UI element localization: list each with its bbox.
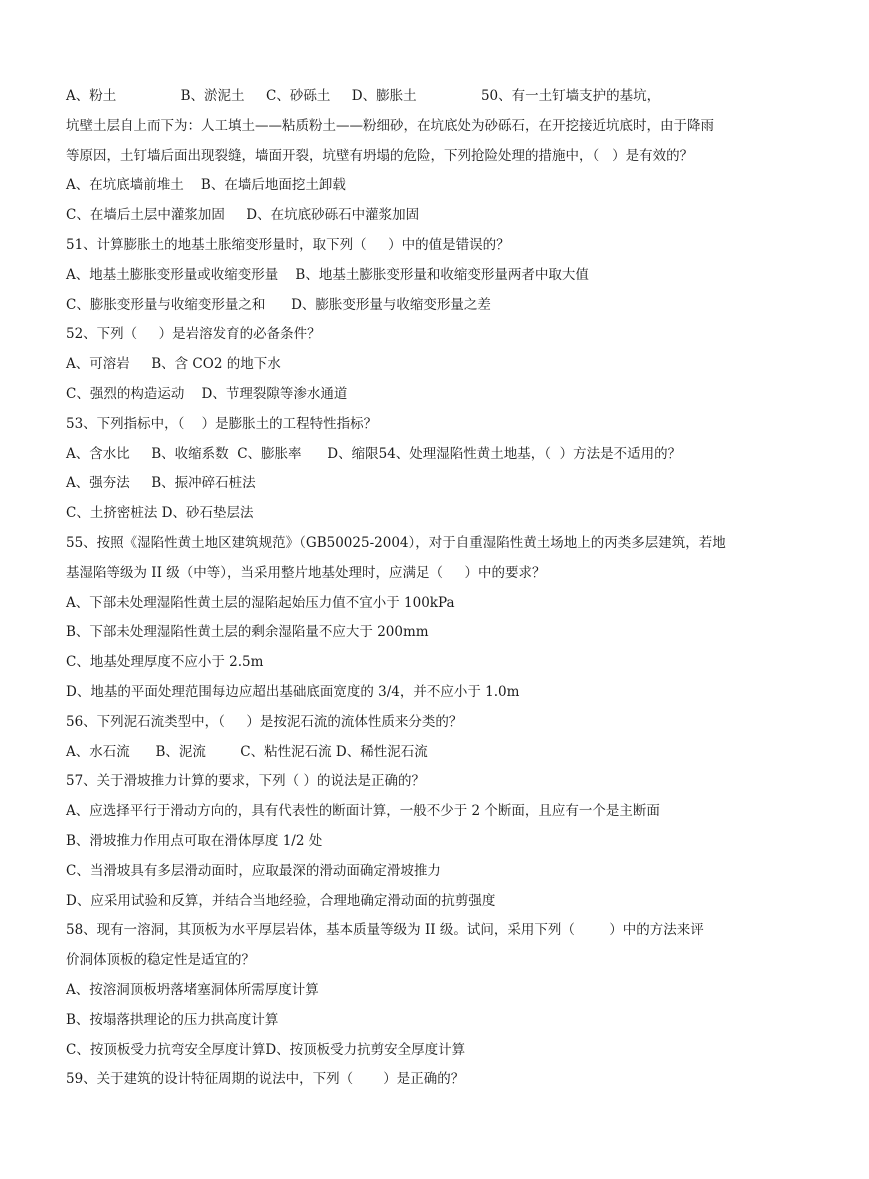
text-line: B、滑坡推力作用点可取在滑体厚度 1/2 处 bbox=[66, 832, 323, 849]
text-line: B、按塌落拱理论的压力拱高度计算 bbox=[66, 1011, 279, 1028]
text-line: A、含水比 B、收缩系数 C、膨胀率 D、缩限54、处理湿陷性黄土地基，（ ）方法是不适用的？ bbox=[66, 445, 682, 462]
text-line: A、可溶岩 B、含 CO2 的地下水 bbox=[66, 356, 281, 373]
text-line: A、粉土 B、淤泥土 C、砂砾土 D、膨胀土 50、有一土钉墙支护的基坑， bbox=[66, 88, 661, 104]
text-line: 51、计算膨胀土的地基土胀缩变形量时，取下列（ ）中的值是错误的？ bbox=[66, 236, 510, 253]
text-line: A、下部未处理湿陷性黄土层的湿陷起始压力值不宜小于 100kPa bbox=[66, 594, 455, 611]
text-line: B、下部未处理湿陷性黄土层的剩余湿陷量不应大于 200mm bbox=[66, 624, 429, 641]
text-line: 坑壁土层自上而下为：人工填土——粘质粉土——粉细砂，在坑底处为砂砾石，在开挖接近坑底时，由于降雨 bbox=[66, 117, 714, 134]
text-line: 价洞体顶板的稳定性是适宜的？ bbox=[66, 952, 255, 969]
text-line: 53、下列指标中，（ ）是膨胀土的工程特性指标？ bbox=[66, 415, 378, 432]
text-line: A、在坑底墙前堆土 B、在墙后地面挖土卸载 bbox=[66, 177, 346, 194]
text-line: C、在墙后土层中灌浆加固 D、在坑底砂砾石中灌浆加固 bbox=[66, 207, 420, 224]
text-line: C、膨胀变形量与收缩变形量之和 D、膨胀变形量与收缩变形量之差 bbox=[66, 296, 491, 313]
text-line: 基湿陷等级为 II 级（中等），当采用整片地基处理时，应满足（ ）中的要求？ bbox=[66, 564, 546, 581]
text-line: 57、关于滑坡推力计算的要求，下列（ ）的说法是正确的？ bbox=[66, 773, 425, 790]
text-line: C、土挤密桩法 D、砂石垫层法 bbox=[66, 505, 254, 522]
text-line: C、强烈的构造运动 D、节理裂隙等渗水通道 bbox=[66, 385, 348, 402]
text-line: C、当滑坡具有多层滑动面时，应取最深的滑动面确定滑坡推力 bbox=[66, 862, 441, 879]
text-line: A、应选择平行于滑动方向的，具有代表性的断面计算，一般不少于 2 个断面，且应有一个是主断面 bbox=[66, 803, 660, 820]
text-line: 55、按照《湿陷性黄土地区建筑规范》（GB50025-2004），对于自重湿陷性黄土场地上的丙类多层建筑，若地 bbox=[66, 534, 726, 551]
document-body bbox=[66, 82, 810, 1095]
text-line: D、应采用试验和反算，并结合当地经验，合理地确定滑动面的抗剪强度 bbox=[66, 892, 496, 909]
text-line: A、按溶洞顶板坍落堵塞洞体所需厚度计算 bbox=[66, 981, 319, 998]
text-line: D、地基的平面处理范围每边应超出基础底面宽度的 3/4，并不应小于 1.0m bbox=[66, 683, 520, 700]
text-line: A、强夯法 B、振冲碎石桩法 bbox=[66, 475, 256, 492]
text-line: A、水石流 B、泥流 C、粘性泥石流 D、稀性泥石流 bbox=[66, 743, 428, 760]
text-line: C、地基处理厚度不应小于 2.5m bbox=[66, 654, 264, 671]
text-line: 52、下列（ ）是岩溶发育的必备条件？ bbox=[66, 326, 321, 343]
text-line: 58、现有一溶洞，其顶板为水平厚层岩体，基本质量等级为 II 级。试问，采用下列（ ）中的方法来评 bbox=[66, 922, 704, 939]
text-line: 等原因，土钉墙后面出现裂缝，墙面开裂，坑壁有坍塌的危险，下列抢险处理的措施中，（ ）是有效的？ bbox=[66, 147, 694, 164]
text-line: 56、下列泥石流类型中，（ ）是按泥石流的流体性质来分类的？ bbox=[66, 713, 463, 730]
text-line: 59、关于建筑的设计特征周期的说法中，下列（ ）是正确的？ bbox=[66, 1071, 465, 1088]
text-line: C、按顶板受力抗弯安全厚度计算D、按顶板受力抗剪安全厚度计算 bbox=[66, 1041, 466, 1058]
text-line: A、地基土膨胀变形量或收缩变形量 B、地基土膨胀变形量和收缩变形量两者中取大值 bbox=[66, 266, 589, 283]
